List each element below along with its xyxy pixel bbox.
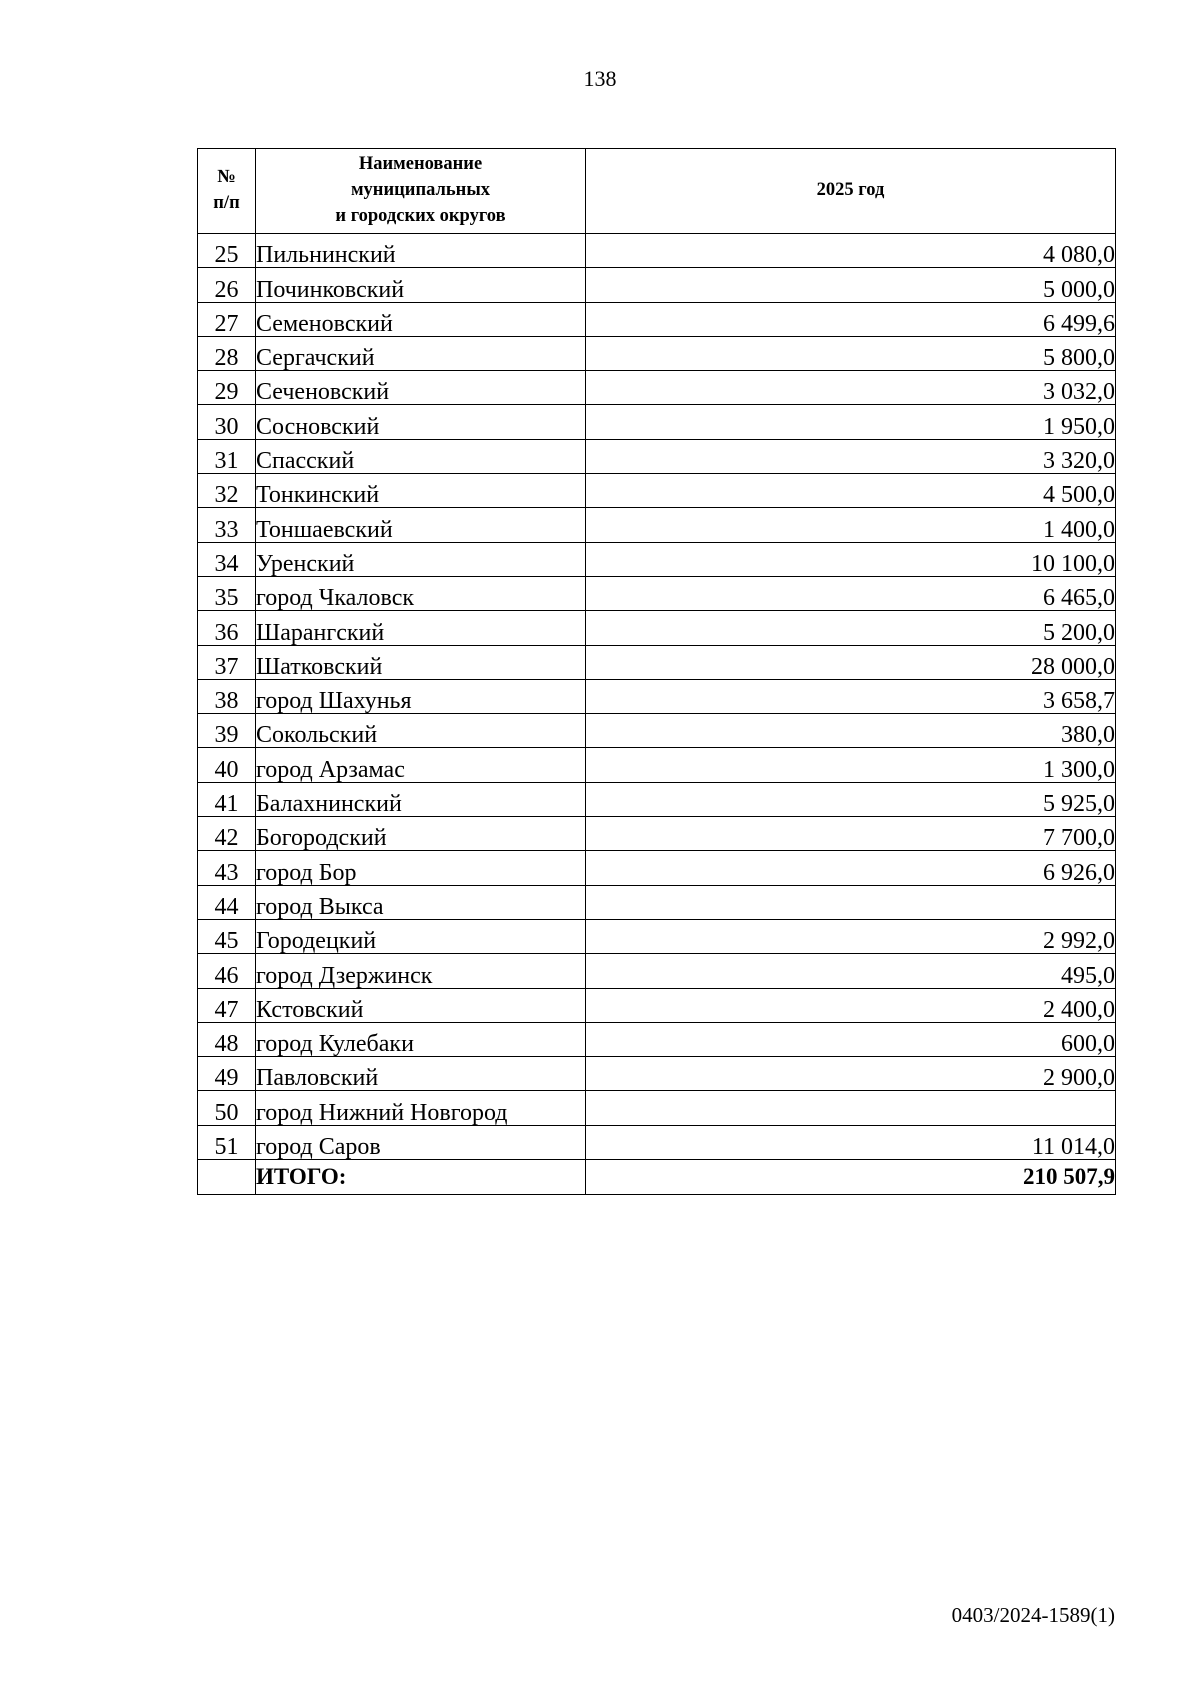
- table-row: [198, 1057, 1116, 1091]
- header-name-line2: муниципальных: [350, 180, 491, 201]
- table-row: [198, 439, 1116, 473]
- amount-2025: 10 100,0: [586, 542, 1116, 576]
- table-row: [198, 954, 1116, 988]
- header-name: [256, 149, 586, 234]
- municipality-name: Семеновский: [256, 302, 586, 336]
- municipality-name: Павловский: [256, 1057, 586, 1091]
- header-number-line2: п/п: [213, 193, 240, 213]
- municipality-name: город Чкаловск: [256, 576, 586, 610]
- amount-2025: 5 000,0: [586, 268, 1116, 302]
- table-row: [198, 782, 1116, 816]
- amount-2025: 5 925,0: [586, 782, 1116, 816]
- row-number: 29: [198, 371, 256, 405]
- amount-2025: 1 950,0: [586, 405, 1116, 439]
- table-row: [198, 405, 1116, 439]
- row-number: 42: [198, 817, 256, 851]
- row-number: 50: [198, 1091, 256, 1125]
- table-row: [198, 1022, 1116, 1056]
- row-number: 51: [198, 1125, 256, 1159]
- document-code: 0403/2024-1589(1): [951, 1603, 1115, 1627]
- municipality-name: город Выкса: [256, 885, 586, 919]
- amount-2025: 2 900,0: [586, 1057, 1116, 1091]
- row-number: 37: [198, 645, 256, 679]
- total-label: ИТОГО:: [256, 1160, 586, 1195]
- amount-2025: 1 400,0: [586, 508, 1116, 542]
- amount-2025: 5 800,0: [586, 336, 1116, 370]
- row-number: 38: [198, 679, 256, 713]
- table-row: [198, 336, 1116, 370]
- table-row: [198, 611, 1116, 645]
- row-number: 30: [198, 405, 256, 439]
- row-number: 26: [198, 268, 256, 302]
- amount-2025: [586, 1091, 1116, 1125]
- amount-2025: 7 700,0: [586, 817, 1116, 851]
- table-row: [198, 302, 1116, 336]
- row-number: 39: [198, 714, 256, 748]
- municipality-name: город Шахунья: [256, 679, 586, 713]
- amount-2025: 1 300,0: [586, 748, 1116, 782]
- amount-2025: 380,0: [586, 714, 1116, 748]
- municipality-name: Сокольский: [256, 714, 586, 748]
- header-number: [198, 149, 256, 234]
- municipality-name: Починковский: [256, 268, 586, 302]
- municipality-name: город Дзержинск: [256, 954, 586, 988]
- municipality-name: Шарангский: [256, 611, 586, 645]
- table-row: [198, 371, 1116, 405]
- page-number: 138: [583, 66, 617, 91]
- table-row: [198, 234, 1116, 268]
- table-row: [198, 645, 1116, 679]
- amount-2025: 6 499,6: [586, 302, 1116, 336]
- table-row: [198, 474, 1116, 508]
- table-header: [198, 149, 1116, 234]
- municipality-name: Тонкинский: [256, 474, 586, 508]
- table-row: [198, 576, 1116, 610]
- total-row: [198, 1160, 1116, 1195]
- row-number: 44: [198, 885, 256, 919]
- total-empty-cell: [198, 1160, 256, 1195]
- amount-2025: 6 465,0: [586, 576, 1116, 610]
- amount-2025: 11 014,0: [586, 1125, 1116, 1159]
- amount-2025: 495,0: [586, 954, 1116, 988]
- table-row: [198, 988, 1116, 1022]
- municipality-name: Тоншаевский: [256, 508, 586, 542]
- amount-2025: 4 080,0: [586, 234, 1116, 268]
- table-row: [198, 851, 1116, 885]
- row-number: 40: [198, 748, 256, 782]
- table-row: [198, 1125, 1116, 1159]
- municipality-name: Шатковский: [256, 645, 586, 679]
- row-number: 35: [198, 576, 256, 610]
- row-number: 28: [198, 336, 256, 370]
- municipality-name: город Бор: [256, 851, 586, 885]
- municipality-name: Сеченовский: [256, 371, 586, 405]
- header-year: 2025 год: [586, 149, 1116, 234]
- municipality-name: город Кулебаки: [256, 1022, 586, 1056]
- table-row: [198, 885, 1116, 919]
- amount-2025: 600,0: [586, 1022, 1116, 1056]
- table-row: [198, 679, 1116, 713]
- row-number: 47: [198, 988, 256, 1022]
- municipality-name: Уренский: [256, 542, 586, 576]
- header-name-line1: Наименование: [358, 154, 483, 175]
- amount-2025: 6 926,0: [586, 851, 1116, 885]
- row-number: 48: [198, 1022, 256, 1056]
- amount-2025: 2 992,0: [586, 919, 1116, 953]
- row-number: 36: [198, 611, 256, 645]
- row-number: 32: [198, 474, 256, 508]
- municipality-name: Спасский: [256, 439, 586, 473]
- table-row: [198, 542, 1116, 576]
- table-row: [198, 714, 1116, 748]
- row-number: 41: [198, 782, 256, 816]
- row-number: 27: [198, 302, 256, 336]
- municipality-name: город Нижний Новгород: [256, 1091, 586, 1125]
- amount-2025: 3 658,7: [586, 679, 1116, 713]
- table-body: [198, 234, 1116, 1160]
- table-row: [198, 508, 1116, 542]
- amount-2025: [586, 885, 1116, 919]
- amount-2025: 3 320,0: [586, 439, 1116, 473]
- municipality-name: Городецкий: [256, 919, 586, 953]
- row-number: 49: [198, 1057, 256, 1091]
- table-row: [198, 817, 1116, 851]
- allocation-table: [197, 148, 1116, 1195]
- table-row: [198, 268, 1116, 302]
- amount-2025: 2 400,0: [586, 988, 1116, 1022]
- municipality-name: Пильнинский: [256, 234, 586, 268]
- row-number: 33: [198, 508, 256, 542]
- municipality-name: Балахнинский: [256, 782, 586, 816]
- row-number: 45: [198, 919, 256, 953]
- header-number-line1: №: [217, 167, 236, 188]
- row-number: 46: [198, 954, 256, 988]
- municipality-name: Сосновский: [256, 405, 586, 439]
- table-row: [198, 1091, 1116, 1125]
- amount-2025: 4 500,0: [586, 474, 1116, 508]
- row-number: 31: [198, 439, 256, 473]
- municipality-name: Богородский: [256, 817, 586, 851]
- total-value: 210 507,9: [586, 1160, 1116, 1195]
- header-name-line3: и городских округов: [335, 205, 506, 226]
- table-footer: [198, 1160, 1116, 1195]
- amount-2025: 28 000,0: [586, 645, 1116, 679]
- row-number: 34: [198, 542, 256, 576]
- row-number: 25: [198, 234, 256, 268]
- amount-2025: 3 032,0: [586, 371, 1116, 405]
- municipality-name: Кстовский: [256, 988, 586, 1022]
- municipality-name: город Саров: [256, 1125, 586, 1159]
- amount-2025: 5 200,0: [586, 611, 1116, 645]
- table-row: [198, 919, 1116, 953]
- table-row: [198, 748, 1116, 782]
- municipality-name: город Арзамас: [256, 748, 586, 782]
- municipality-name: Сергачский: [256, 336, 586, 370]
- row-number: 43: [198, 851, 256, 885]
